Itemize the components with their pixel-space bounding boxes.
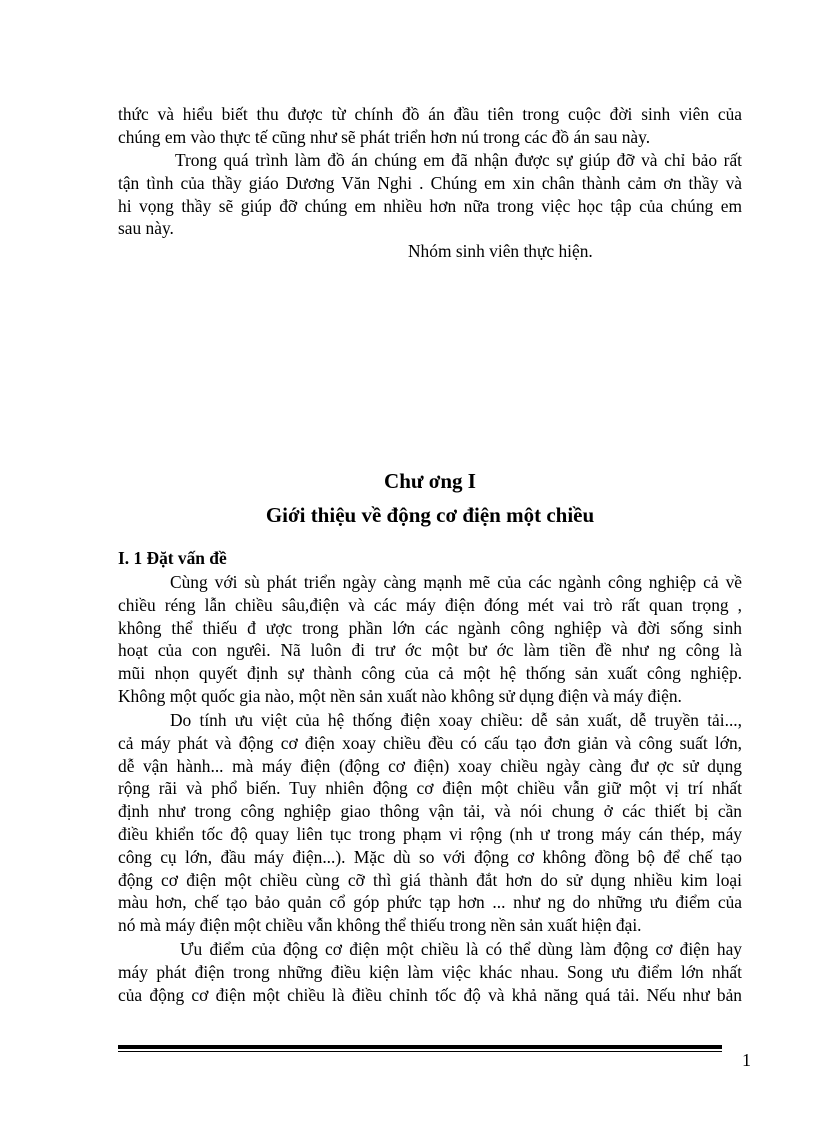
chapter-number: Chư ơng I [384, 469, 476, 493]
text-line: chiều réng lẫn chiều sâu,điện và các máy điện đóng mét vai trò rất quan trọng , [118, 594, 742, 615]
body-paragraph-2 [118, 709, 742, 1006]
text-line: rộng rãi và phổ biến. Tuy nhiên động cơ điện một chiều vẫn giữ một vị trí nhất [118, 778, 742, 799]
text-line: hi vọng thầy sẽ giúp đỡ chúng em nhiều hơn nữa trong việc học tập của chúng em [118, 195, 742, 216]
text-line: nó mà máy điện một chiều vẫn không thể thiếu trong nền sản xuất hiện đại. [118, 915, 642, 936]
intro-paragraph-continued [118, 103, 742, 149]
text-line: chúng em vào thực tế cũng như sẽ phát triển hơn nú trong các đồ án sau này. [118, 126, 651, 147]
footer-rule [118, 1045, 722, 1049]
text-line: thức và hiểu biết thu được từ chính đồ án đầu tiên trong cuộc đời sinh viên của [118, 104, 742, 124]
page-number: 1 [742, 1050, 751, 1070]
text-line: hoạt của con ngưêi. Nã luôn đi trư ớc một bư ớc làm tiền đề như ng công là [118, 640, 742, 661]
text-line: mũi nhọn quyết định sự thành công của cả một hệ thống sản xuất công nghiệp. [118, 663, 742, 684]
footer-rule-thin [118, 1051, 722, 1052]
text-line: động cơ điện một chiều cùng cỡ thì giá thành đắt hơn do sử dụng nhiều kim loại [118, 869, 742, 890]
text-line: Ưu điểm của động cơ điện một chiều là có thể dùng làm động cơ điện hay [180, 938, 742, 959]
text-line: của động cơ điện một chiều là điều chỉnh tốc độ và khả năng quá tải. Nếu như bản [118, 984, 742, 1005]
text-line: công cụ lớn, đầu máy điện...). Mặc dù so với động cơ không đồng bộ để chế tạo [118, 846, 742, 867]
text-line: Cùng với sù phát triển ngày càng mạnh mẽ của các ngành công nghiệp cả về [170, 572, 742, 592]
text-line: sau này. [118, 218, 174, 239]
text-line: Do tính ưu việt của hệ thống điện xoay chiều: dễ sản xuất, dễ truyền tải..., [170, 710, 742, 730]
text-line: cả máy phát và động cơ điện xoay chiều đều có cấu tạo đơn giản và công suất lớn, [118, 732, 742, 753]
text-line: Trong quá trình làm đồ án chúng em đã nhận được sự giúp đỡ và chỉ bảo rất [175, 150, 742, 170]
text-line: máy phát điện trong những điều kiện làm việc khác nhau. Song ưu điểm lớn nhất [118, 961, 742, 982]
acknowledgement-paragraph [118, 149, 742, 240]
text-line: dễ vận hành... mà máy điện (động cơ điện) xoay chiều ngày càng đư ợc sử dụng [118, 755, 742, 776]
text-line: định như trong công nghiệp giao thông vận tải, và nói chung ở các thiết bị cần [118, 801, 742, 822]
signature-line: Nhóm sinh viên thực hiện. [408, 241, 593, 261]
section-heading: I. 1 Đặt vấn đề [118, 548, 227, 568]
chapter-title: Giới thiệu về động cơ điện một chiều [265, 503, 595, 527]
text-line: màu hơn, chế tạo bảo quản cổ góp phức tạp hơn ... như ng do những ưu điểm của [118, 892, 742, 913]
text-line: tận tình của thầy giáo Dương Văn Nghi . Chúng em xin chân thành cảm ơn thầy và [118, 172, 742, 193]
text-line: không thể thiếu đ ược trong phần lớn các ngành công nghiệp và đời sống sinh [118, 617, 742, 638]
body-paragraph-1 [118, 571, 742, 708]
text-line: Không một quốc gia nào, một nền sản xuất nào không sử dụng điện và máy điện. [118, 685, 682, 706]
text-line: điều khiển tốc độ quay liên tục trong phạm vi rộng (nh ư trong máy cán thép, máy [118, 823, 742, 844]
